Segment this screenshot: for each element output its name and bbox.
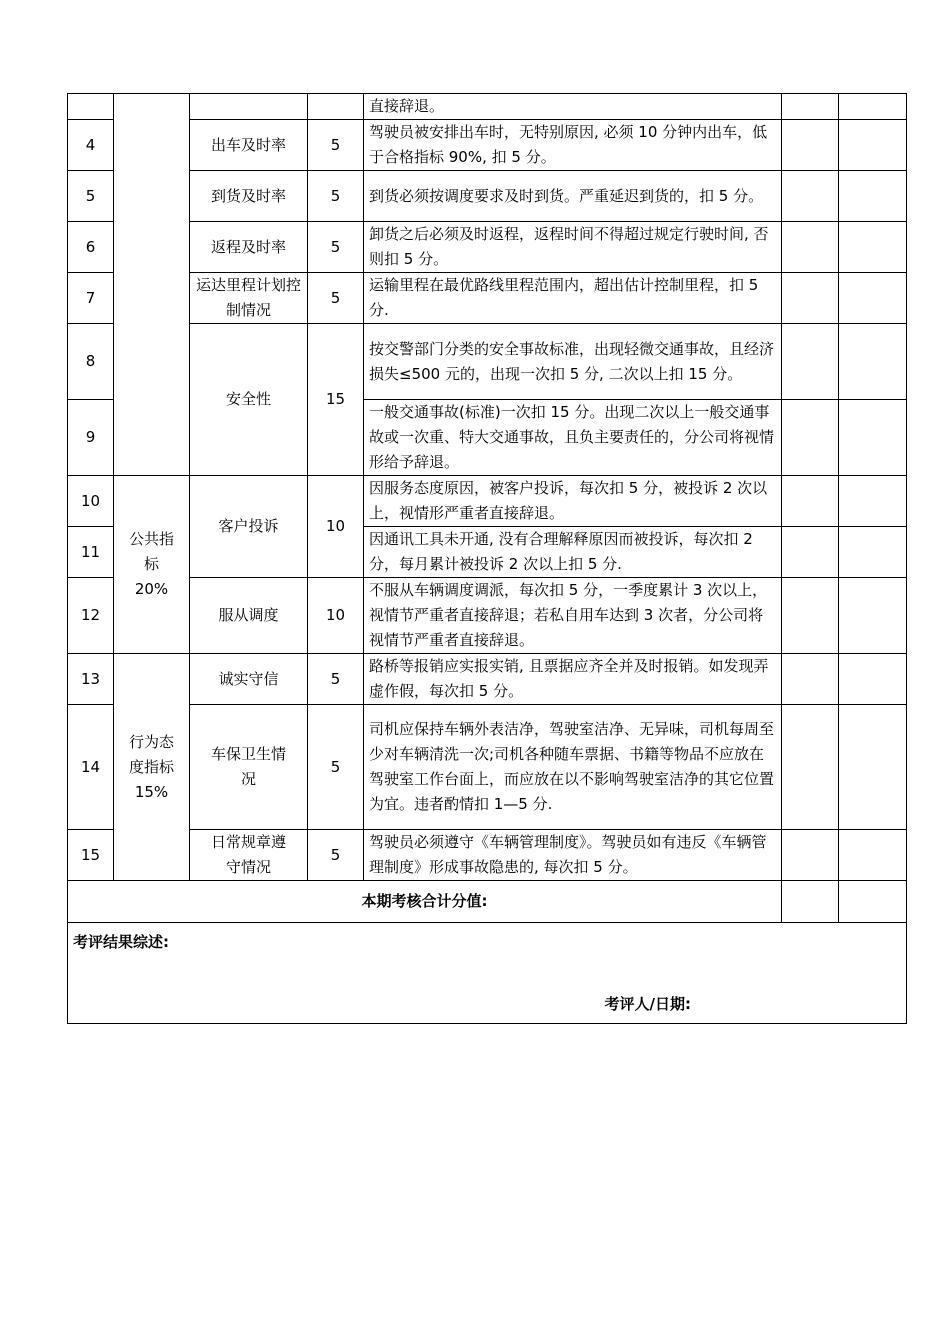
table-row xyxy=(68,120,907,171)
self-score-cell xyxy=(782,654,839,705)
item-score: 5 xyxy=(308,705,364,830)
item-score: 5 xyxy=(308,171,364,222)
self-score-cell xyxy=(782,171,839,222)
final-score-cell xyxy=(839,324,907,400)
row-number xyxy=(68,94,114,120)
row-number: 4 xyxy=(68,120,114,171)
item-score: 10 xyxy=(308,578,364,654)
final-score-cell xyxy=(839,527,907,578)
final-score-cell xyxy=(839,578,907,654)
item-description: 卸货之后必须及时返程，返程时间不得超过规定行驶时间, 否则扣 5 分。 xyxy=(364,222,782,273)
item-description: 直接辞退。 xyxy=(364,94,782,120)
table-row xyxy=(68,705,907,830)
final-score-cell xyxy=(839,171,907,222)
row-number: 7 xyxy=(68,273,114,324)
assessment-table xyxy=(67,93,907,1024)
final-score-cell xyxy=(839,94,907,120)
table-row xyxy=(68,476,907,527)
table-row xyxy=(68,273,907,324)
item-name: 服从调度 xyxy=(190,578,308,654)
item-description: 驾驶员被安排出车时，无特别原因, 必须 10 分钟内出车，低于合格指标 90%, 扣 5 分。 xyxy=(364,120,782,171)
item-description: 司机应保持车辆外表洁净，驾驶室洁净、无异味，司机每周至少对车辆清洗一次;司机各种随车票据、书籍等物品不应放在驾驶室工作台面上，而应放在以不影响驾驶室洁净的其它位置为宜。违者酌情扣 1—5 分. xyxy=(364,705,782,830)
final-score-cell xyxy=(839,120,907,171)
item-name: 到货及时率 xyxy=(190,171,308,222)
item-name: 日常规章遵守情况 xyxy=(190,830,308,881)
total-label: 本期考核合计分值: xyxy=(68,881,782,923)
table-row xyxy=(68,578,907,654)
item-score xyxy=(308,94,364,120)
final-score-cell xyxy=(839,273,907,324)
table-row xyxy=(68,324,907,400)
row-number: 12 xyxy=(68,578,114,654)
item-name xyxy=(190,94,308,120)
row-number: 5 xyxy=(68,171,114,222)
item-name: 客户投诉 xyxy=(190,476,308,578)
item-description: 运输里程在最优路线里程范围内，超出估计控制里程，扣 5 分. xyxy=(364,273,782,324)
item-score: 15 xyxy=(308,324,364,476)
item-score: 5 xyxy=(308,222,364,273)
self-score-cell xyxy=(782,400,839,476)
item-score: 5 xyxy=(308,273,364,324)
item-name: 诚实守信 xyxy=(190,654,308,705)
item-name: 安全性 xyxy=(190,324,308,476)
item-description: 一般交通事故(标准)一次扣 15 分。出现二次以上一般交通事故或一次重、特大交通事故，且负主要责任的，分公司将视情形给予辞退。 xyxy=(364,400,782,476)
final-score-cell xyxy=(839,400,907,476)
table-row xyxy=(68,830,907,881)
table-row xyxy=(68,94,907,120)
item-score: 5 xyxy=(308,120,364,171)
item-description: 因服务态度原因，被客户投诉，每次扣 5 分，被投诉 2 次以上，视情形严重者直接辞退。 xyxy=(364,476,782,527)
summary-cell[interactable] xyxy=(68,923,907,1024)
category-public: 公共指标 20% xyxy=(114,476,190,654)
final-score-cell xyxy=(839,476,907,527)
row-number: 6 xyxy=(68,222,114,273)
item-description: 路桥等报销应实报实销, 且票据应齐全并及时报销。如发现弄虚作假，每次扣 5 分。 xyxy=(364,654,782,705)
signer-label: 考评人/日期: xyxy=(604,995,691,1013)
total-final-score[interactable] xyxy=(839,881,907,923)
row-number: 9 xyxy=(68,400,114,476)
final-score-cell xyxy=(839,830,907,881)
summary-row xyxy=(68,923,907,1024)
category-behavior: 行为态度指标 15% xyxy=(114,654,190,881)
table-row xyxy=(68,222,907,273)
item-name: 车保卫生情况 xyxy=(190,705,308,830)
table-row xyxy=(68,171,907,222)
table-row xyxy=(68,654,907,705)
item-description: 按交警部门分类的安全事故标准，出现轻微交通事故，且经济损失≤500 元的，出现一次扣 5 分, 二次以上扣 15 分。 xyxy=(364,324,782,400)
row-number: 10 xyxy=(68,476,114,527)
item-description: 到货必须按调度要求及时到货。严重延迟到货的，扣 5 分。 xyxy=(364,171,782,222)
final-score-cell xyxy=(839,654,907,705)
self-score-cell xyxy=(782,527,839,578)
final-score-cell xyxy=(839,705,907,830)
self-score-cell xyxy=(782,578,839,654)
self-score-cell xyxy=(782,222,839,273)
total-self-score[interactable] xyxy=(782,881,839,923)
item-score: 5 xyxy=(308,654,364,705)
self-score-cell xyxy=(782,830,839,881)
self-score-cell xyxy=(782,273,839,324)
self-score-cell xyxy=(782,94,839,120)
category-cell xyxy=(114,94,190,476)
item-description: 驾驶员必须遵守《车辆管理制度》。驾驶员如有违反《车辆管理制度》形成事故隐患的, 每次扣 5 分。 xyxy=(364,830,782,881)
summary-label: 考评结果综述: xyxy=(73,933,169,951)
item-score: 5 xyxy=(308,830,364,881)
row-number: 8 xyxy=(68,324,114,400)
self-score-cell xyxy=(782,324,839,400)
row-number: 13 xyxy=(68,654,114,705)
item-name: 运达里程计划控制情况 xyxy=(190,273,308,324)
item-name: 返程及时率 xyxy=(190,222,308,273)
self-score-cell xyxy=(782,705,839,830)
item-name: 出车及时率 xyxy=(190,120,308,171)
self-score-cell xyxy=(782,476,839,527)
final-score-cell xyxy=(839,222,907,273)
row-number: 11 xyxy=(68,527,114,578)
self-score-cell xyxy=(782,120,839,171)
total-row xyxy=(68,881,907,923)
item-score: 10 xyxy=(308,476,364,578)
row-number: 14 xyxy=(68,705,114,830)
item-description: 因通讯工具未开通, 没有合理解释原因而被投诉，每次扣 2 分，每月累计被投诉 2 次以上扣 5 分. xyxy=(364,527,782,578)
item-description: 不服从车辆调度调派，每次扣 5 分，一季度累计 3 次以上，视情节严重者直接辞退；若私自用车达到 3 次者，分公司将视情节严重者直接辞退。 xyxy=(364,578,782,654)
row-number: 15 xyxy=(68,830,114,881)
